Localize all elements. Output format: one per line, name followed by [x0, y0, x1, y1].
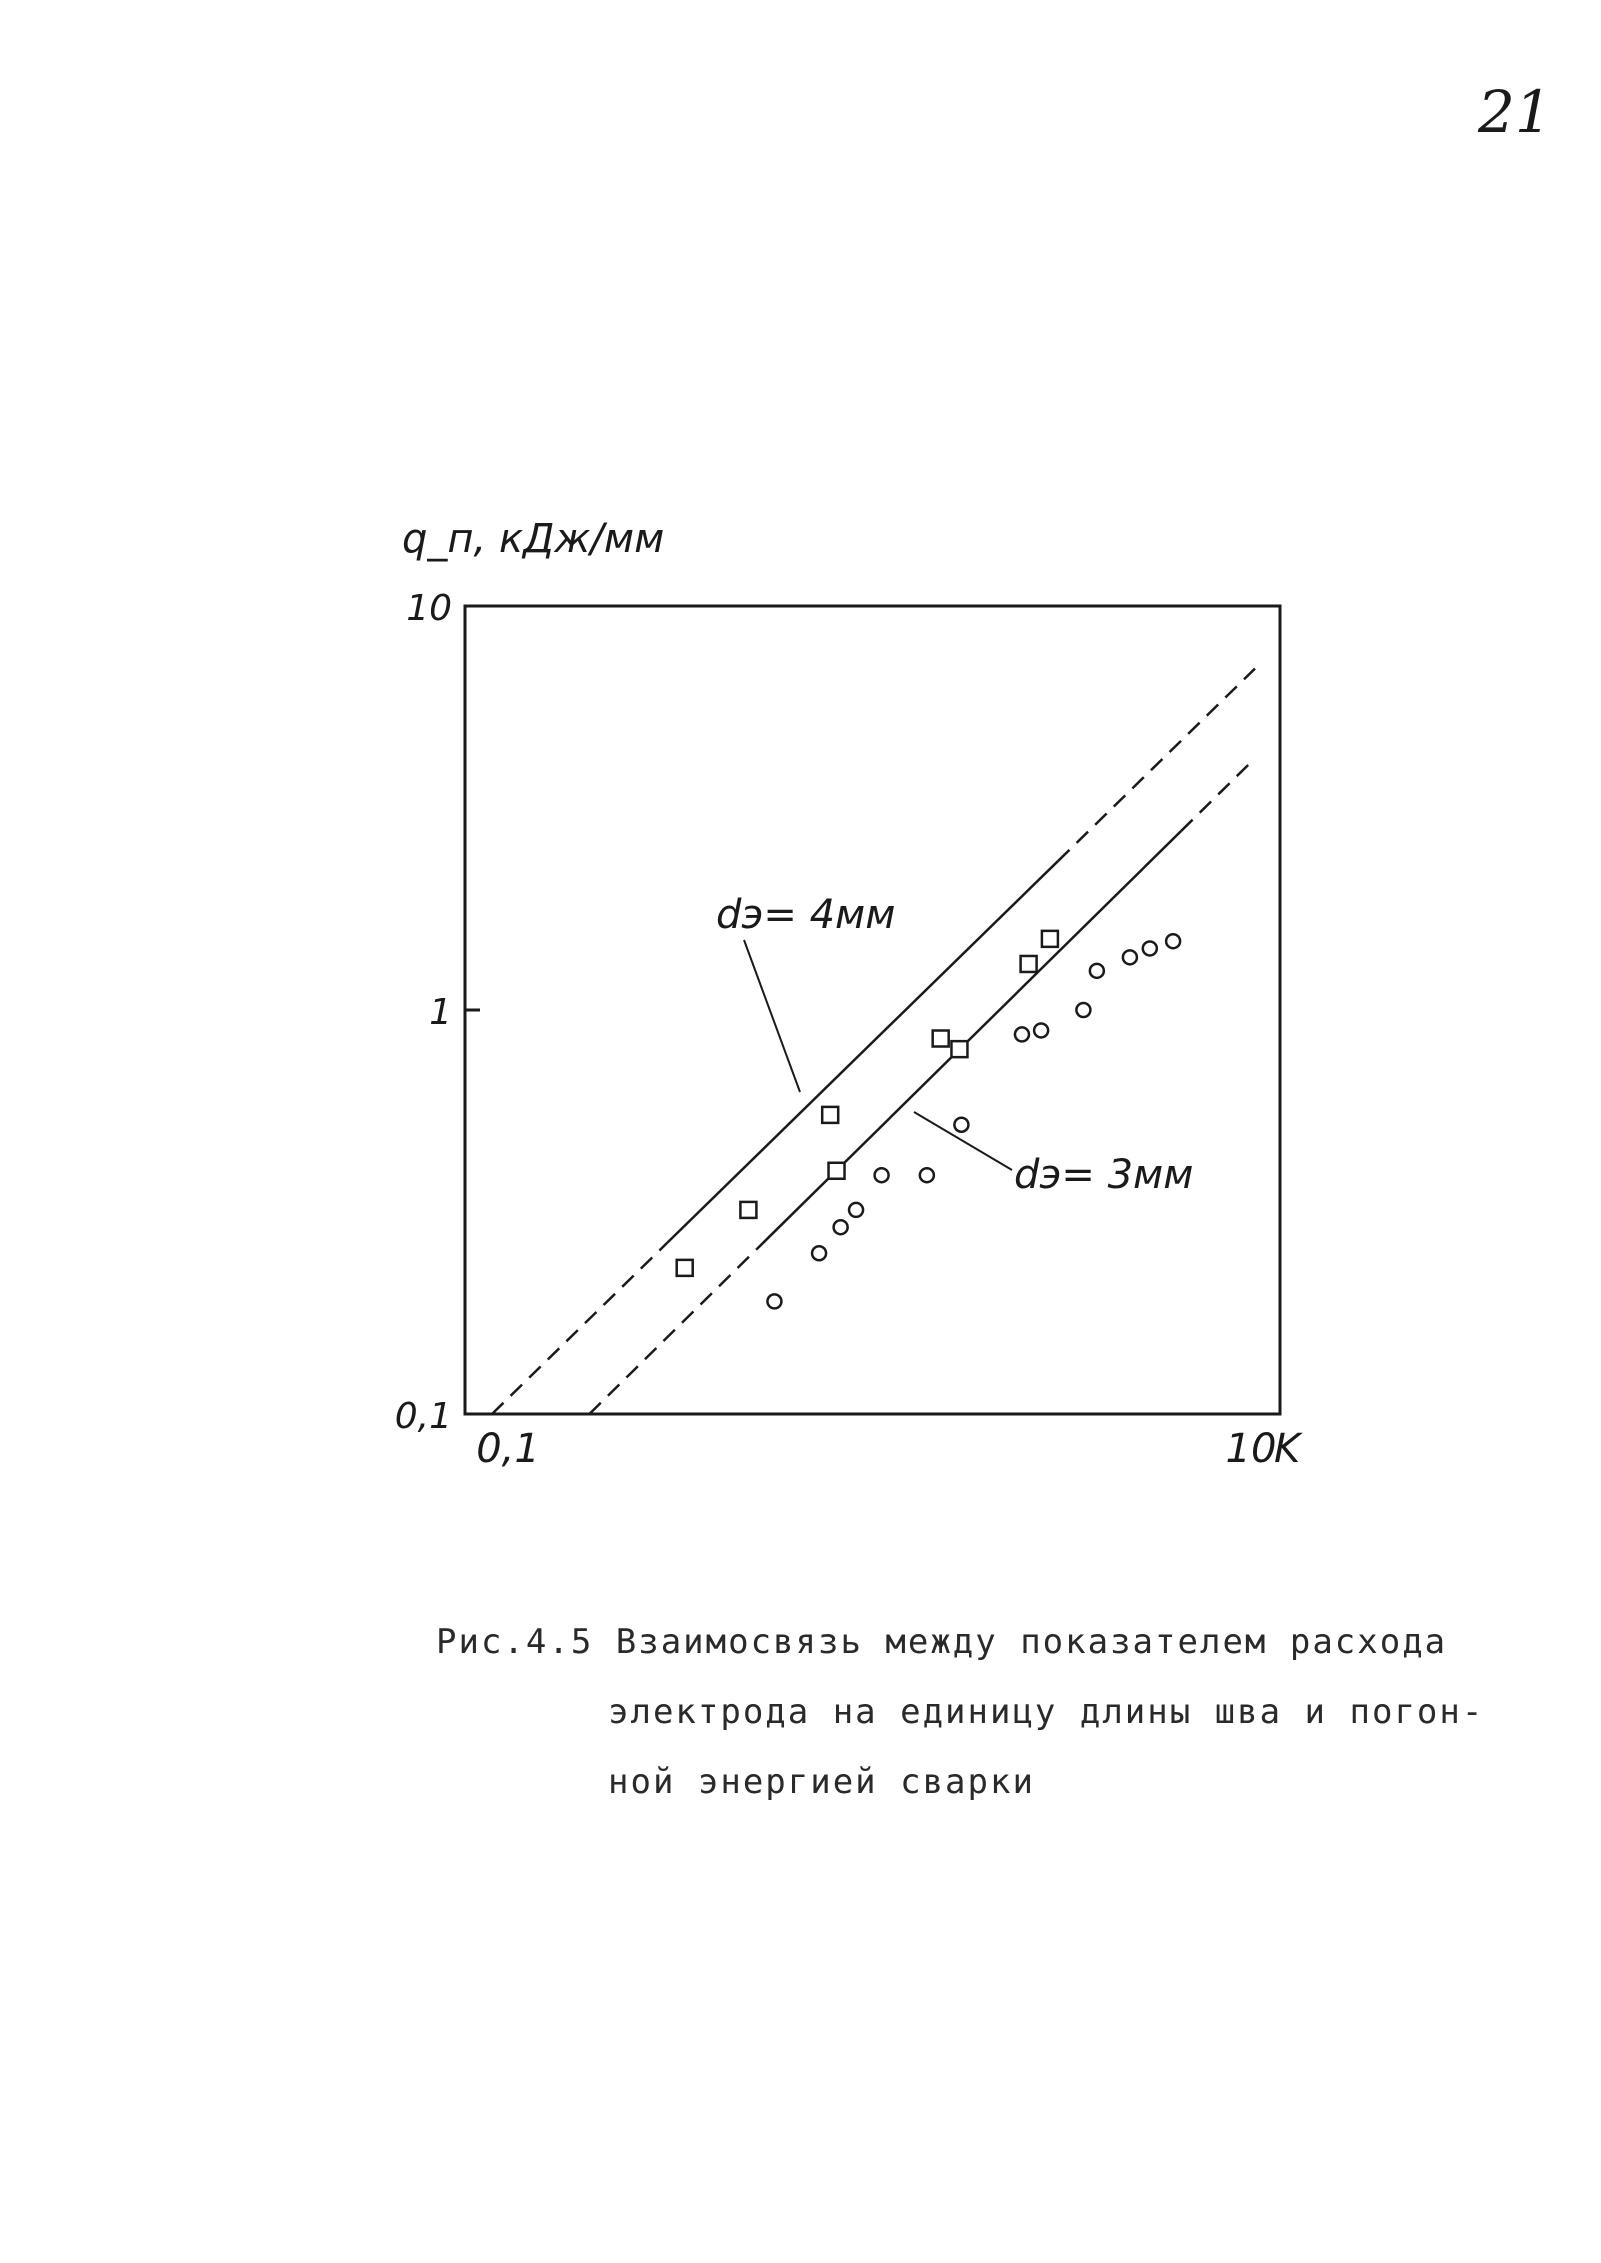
figure-caption-line-3: ной энергией сварки [608, 1762, 1035, 1802]
y-tick-label: 10 [406, 588, 452, 629]
fit-line-dashed-2 [589, 1249, 757, 1414]
data-point-circle [954, 1118, 968, 1132]
data-point-circle [920, 1168, 934, 1182]
data-point-square [822, 1107, 838, 1123]
data-point-square [1042, 931, 1058, 947]
page-number: 21 [1478, 78, 1552, 146]
data-point-circle [875, 1168, 889, 1182]
series-label-4mm: dэ= 4мм [716, 892, 896, 938]
figure-caption-line-2: электрода на единицу длины шва и погон- [608, 1692, 1485, 1732]
figure-caption-line-1: Рис.4.5 Взаимосвязь между показателем расхода [436, 1622, 1448, 1662]
fit-line-dashed-2 [1181, 758, 1255, 831]
data-point-circle [1034, 1023, 1048, 1037]
y-tick-label: 0,1 [394, 1396, 452, 1437]
series-label-3mm: dэ= 3мм [1014, 1152, 1194, 1198]
data-point-circle [849, 1203, 863, 1217]
data-point-circle [812, 1246, 826, 1260]
data-point-square [1021, 956, 1037, 972]
data-point-circle [767, 1294, 781, 1308]
x-tick-label: 10 [1225, 1426, 1277, 1472]
data-point-square [740, 1202, 756, 1218]
fit-line-dashed-1 [492, 1243, 667, 1414]
data-point-circle [1076, 1003, 1090, 1017]
plot-frame [465, 606, 1280, 1414]
data-point-circle [1166, 934, 1180, 948]
x-axis-label: K [1274, 1426, 1301, 1472]
data-point-circle [1143, 941, 1157, 955]
series-label-leader-4mm [744, 940, 800, 1092]
fit-line-dashed-1 [1058, 669, 1255, 861]
y-axis-label: q_п, кДж/мм [402, 516, 665, 562]
fit-lines [492, 669, 1255, 1414]
data-point-square [951, 1041, 967, 1057]
tick-labels [395, 588, 1277, 1472]
y-tick-label: 1 [429, 992, 452, 1033]
x-tick-label: 0,1 [476, 1426, 540, 1472]
data-point-circle [834, 1220, 848, 1234]
data-point-circle [1015, 1027, 1029, 1041]
data-point-square [677, 1260, 693, 1276]
data-point-circle [1090, 964, 1104, 978]
data-point-square [933, 1031, 949, 1047]
data-point-square [829, 1163, 845, 1179]
data-point-circle [1123, 950, 1137, 964]
